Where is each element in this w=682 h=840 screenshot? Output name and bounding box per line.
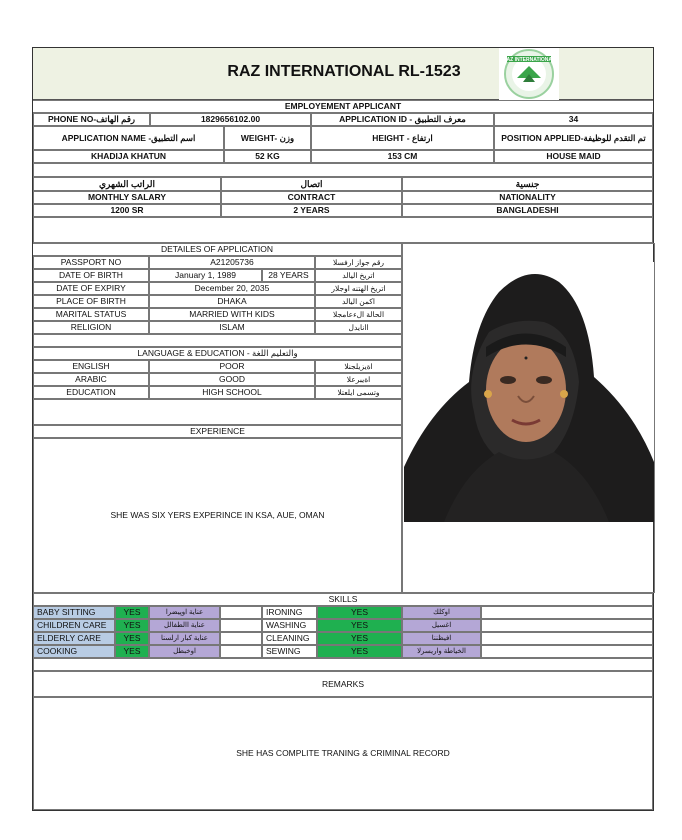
age-value: 28 YEARS (262, 269, 315, 282)
skill-value: YES (317, 606, 402, 619)
language-title: LANGUAGE & EDUCATION - والتعليم اللغة (33, 347, 402, 360)
passport-label: PASSPORT NO (33, 256, 149, 269)
skill-arabic: الخياطة واريسرلا (402, 645, 481, 658)
experience-title: EXPERIENCE (33, 425, 402, 438)
name-label: APPLICATION NAME -اسم التطبيق (33, 126, 224, 150)
marital-arabic: الحالة الءعامجلا (315, 308, 402, 321)
skill-arabic: عناية كبار ارلسنا (149, 632, 220, 645)
remarks-box (33, 697, 653, 810)
skill-name: WASHING (262, 619, 317, 632)
pob-label: PLACE OF BIRTH (33, 295, 149, 308)
application-form (32, 47, 654, 811)
skill-arabic: اغسيل (402, 619, 481, 632)
skill-value: YES (317, 632, 402, 645)
skill-value: YES (317, 619, 402, 632)
education-arabic: وتسمى ايلعتلا (315, 386, 402, 399)
remarks-text: SHE HAS COMPLITE TRANING & CRIMINAL RECORD (236, 748, 450, 759)
pob-arabic: اكمن اليالد (315, 295, 402, 308)
height-label: HEIGHT - ارتفاع (311, 126, 494, 150)
english-label: ENGLISH (33, 360, 149, 373)
position-value: HOUSE MAID (494, 150, 653, 163)
english-value: POOR (149, 360, 315, 373)
skill-name: COOKING (33, 645, 115, 658)
skill-arabic: عناية اوپيضرا (149, 606, 220, 619)
expiry-arabic: اتريخ الهتنه اوجلار (315, 282, 402, 295)
education-value: HIGH SCHOOL (149, 386, 315, 399)
skill-tail (481, 619, 653, 632)
english-arabic: اةيزيلجنلا (315, 360, 402, 373)
skill-value: YES (115, 619, 149, 632)
page-title: RAZ INTERNATIONAL RL-1523 (227, 63, 461, 80)
contract-value: 2 YEARS (221, 204, 402, 217)
skills-blank (33, 658, 653, 671)
skill-name: CLEANING (262, 632, 317, 645)
skills-title: SKILLS (33, 593, 653, 606)
weight-value: 52 KG (224, 150, 311, 163)
experience-text: SHE WAS SIX YERS EXPERINCE IN KSA, AUE, OMAN (110, 510, 325, 521)
section-title: EMPLOYEMENT APPLICANT (33, 100, 653, 113)
skill-arabic: عناية االطفالل (149, 619, 220, 632)
language-blank (33, 399, 402, 425)
height-value: 153 CM (311, 150, 494, 163)
marital-label: MARITAL STATUS (33, 308, 149, 321)
skill-gap (220, 632, 262, 645)
skill-name: BABY SITTING (33, 606, 115, 619)
expiry-value: December 20, 2035 (149, 282, 315, 295)
phone-value: 1829656102.00 (150, 113, 311, 126)
weight-label: WEIGHT- وزن (224, 126, 311, 150)
marital-value: MARRIED WITH KIDS (149, 308, 315, 321)
name-value: KHADIJA KHATUN (33, 150, 224, 163)
religion-value: ISLAM (149, 321, 315, 334)
skill-gap (220, 619, 262, 632)
dob-value: January 1, 1989 (149, 269, 262, 282)
skill-value: YES (115, 606, 149, 619)
passport-arabic: رقم جواز ارفسلا (315, 256, 402, 269)
experience-box (33, 438, 402, 593)
position-label: POSITION APPLIED-تم التقدم للوظيفة (494, 126, 653, 150)
arabic-arabic: اةيبرعلا (315, 373, 402, 386)
remarks-title: REMARKS (33, 671, 653, 697)
religion-arabic: اانايدل (315, 321, 402, 334)
skill-gap (220, 606, 262, 619)
skill-arabic: اوخبطل (149, 645, 220, 658)
blank-band (33, 217, 653, 243)
skill-tail (481, 606, 653, 619)
arabic-value: GOOD (149, 373, 315, 386)
nationality-value: BANGLADESHI (402, 204, 653, 217)
skill-value: YES (115, 645, 149, 658)
arabic-label: ARABIC (33, 373, 149, 386)
details-title: DETAILES OF APPLICATION (33, 243, 402, 256)
phone-label: PHONE NO-رقم الهاتف (33, 113, 150, 126)
photo-frame (402, 243, 655, 593)
nationality-arabic-label: جنسية (402, 177, 653, 191)
skill-gap (220, 645, 262, 658)
religion-label: RELIGION (33, 321, 149, 334)
skill-name: ELDERLY CARE (33, 632, 115, 645)
contract-label: CONTRACT (221, 191, 402, 204)
salary-value: 1200 SR (33, 204, 221, 217)
education-label: EDUCATION (33, 386, 149, 399)
application-id-value: 34 (494, 113, 653, 126)
contract-arabic-label: اتصال (221, 177, 402, 191)
spacer-row (33, 163, 653, 177)
passport-value: A21205736 (149, 256, 315, 269)
skill-name: IRONING (262, 606, 317, 619)
skill-arabic: اوكلك (402, 606, 481, 619)
skill-value: YES (317, 645, 402, 658)
skill-tail (481, 632, 653, 645)
skill-value: YES (115, 632, 149, 645)
dob-label: DATE OF BIRTH (33, 269, 149, 282)
expiry-label: DATE OF EXPIRY (33, 282, 149, 295)
nationality-label: NATIONALITY (402, 191, 653, 204)
salary-label: MONTHLY SALARY (33, 191, 221, 204)
details-blank-1 (33, 334, 402, 347)
skill-name: SEWING (262, 645, 317, 658)
dob-arabic: اتريخ اليالد (315, 269, 402, 282)
salary-arabic-label: الراتب الشهري (33, 177, 221, 191)
skill-tail (481, 645, 653, 658)
skill-name: CHILDREN CARE (33, 619, 115, 632)
skill-arabic: افيظننا (402, 632, 481, 645)
company-logo (499, 48, 559, 100)
application-id-label: APPLICATION ID - معرف التطبيق (311, 113, 494, 126)
pob-value: DHAKA (149, 295, 315, 308)
svg-text:RAZ INTERNATIONAL: RAZ INTERNATIONAL (502, 57, 556, 63)
